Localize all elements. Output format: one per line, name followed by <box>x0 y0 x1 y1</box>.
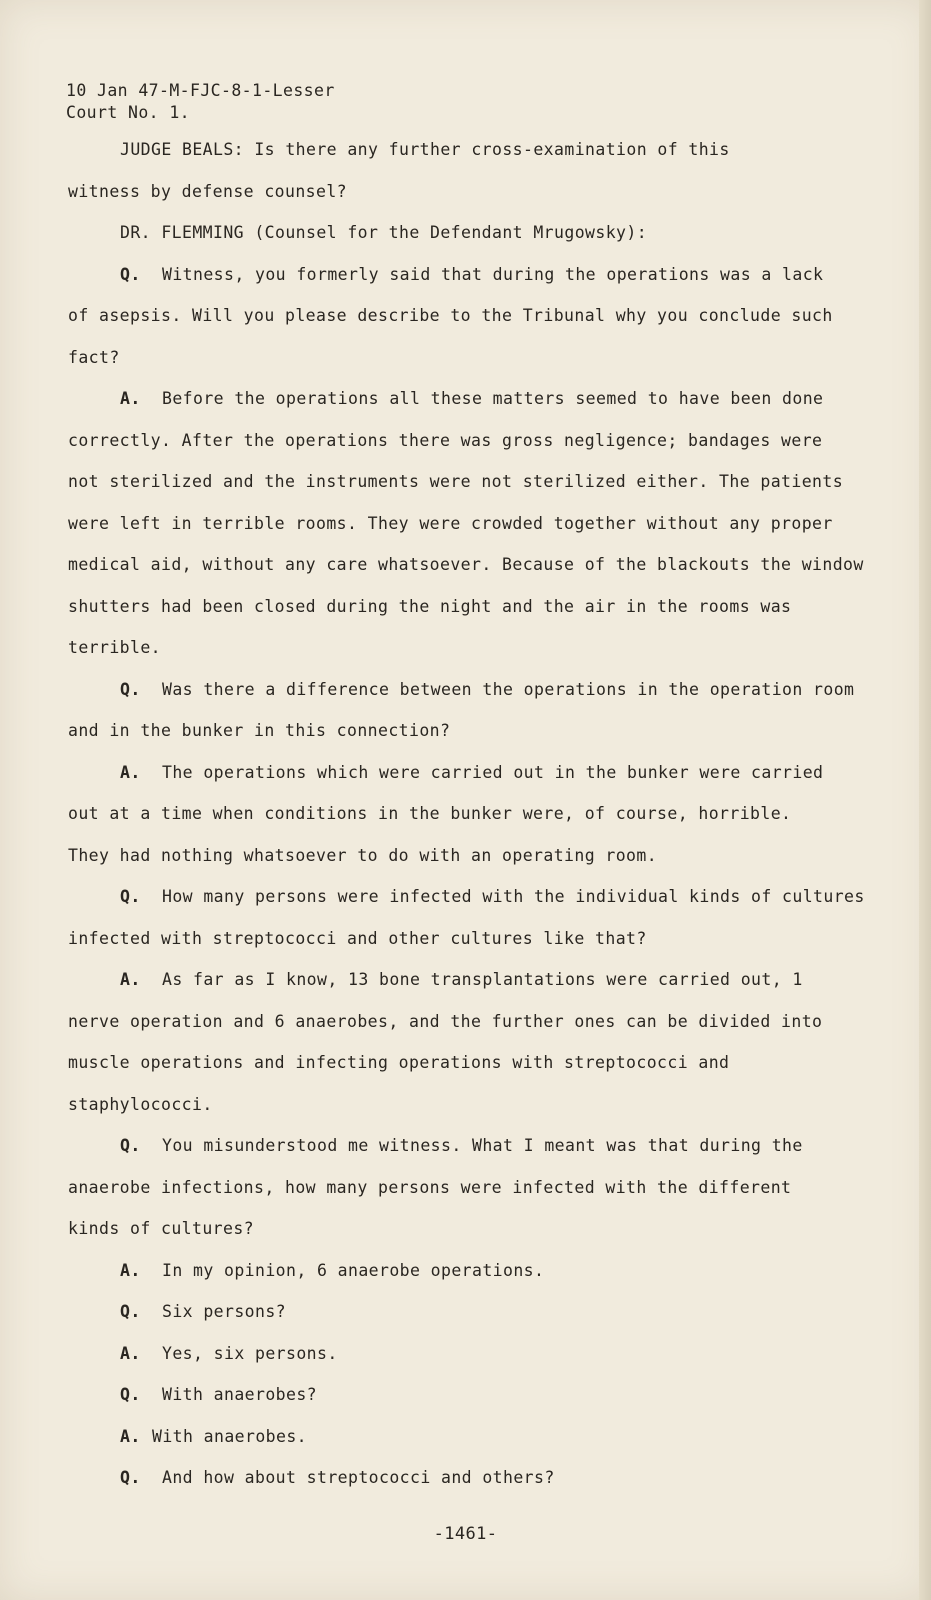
answer-text: medical aid, without any care whatsoever. Because of the blackouts the window <box>68 555 864 574</box>
question-line <box>68 1300 878 1342</box>
answer-text: As far as I know, 13 bone transplantations were carried out, 1 <box>162 970 803 989</box>
answer-line <box>68 968 878 1010</box>
question-marker: Q. <box>120 679 141 699</box>
answer-text: out at a time when conditions in the bunker were, of course, horrible. <box>68 804 792 823</box>
answer-text: correctly. After the operations there was gross negligence; bandages were <box>68 430 823 450</box>
answer-marker: A. <box>120 389 141 408</box>
question-line <box>68 678 878 720</box>
answer-marker: A. <box>120 970 141 989</box>
question-text: anaerobe infections, how many persons were infected with the different <box>68 1177 792 1197</box>
answer-text: Yes, six persons. <box>162 1343 338 1363</box>
answer-line <box>68 387 878 429</box>
question-text: Six persons? <box>162 1302 287 1321</box>
transcript-body <box>68 138 878 1508</box>
header-court: Court No. 1. <box>66 103 191 122</box>
answer-text: With anaerobes. <box>152 1426 308 1446</box>
question-line <box>68 1383 878 1425</box>
answer-marker: A. <box>120 1260 141 1280</box>
answer-line <box>68 1425 878 1467</box>
answer-text: The operations which were carried out in the bunker were carried <box>162 762 824 782</box>
question-text: How many persons were infected with the individual kinds of cultures <box>162 887 865 906</box>
answer-text: staphylococci. <box>68 1094 213 1114</box>
document-header <box>66 80 335 124</box>
question-line <box>68 1134 878 1176</box>
answer-text: In my opinion, 6 anaerobe operations. <box>162 1260 545 1280</box>
header-reference: 10 Jan 47-M-FJC-8-1-Lesser <box>66 81 335 100</box>
answer-text: shutters had been closed during the night and the air in the rooms was <box>68 596 792 616</box>
question-marker: Q. <box>120 264 141 284</box>
counsel-introduction: DR. FLEMMING (Counsel for the Defendant Mrugowsky): <box>120 223 648 242</box>
question-line <box>68 1466 878 1508</box>
answer-line <box>68 1259 878 1301</box>
question-marker: Q. <box>120 1136 141 1155</box>
answer-text: were left in terrible rooms. They were crowded together without any proper <box>68 513 833 533</box>
question-text: kinds of cultures? <box>68 1219 255 1238</box>
question-text: and in the bunker in this connection? <box>68 721 451 740</box>
answer-marker: A. <box>120 1426 141 1446</box>
answer-text: not sterilized and the instruments were not sterilized either. The patients <box>68 472 844 491</box>
answer-line <box>68 1342 878 1384</box>
answer-text: They had nothing whatsoever to do with an operating room. <box>68 845 658 865</box>
question-text: And how about streptococci and others? <box>162 1468 555 1487</box>
answer-text: muscle operations and infecting operations with streptococci and <box>68 1053 730 1072</box>
answer-text: terrible. <box>68 638 162 657</box>
question-text: Witness, you formerly said that during the operations was a lack <box>162 264 824 284</box>
question-marker: Q. <box>120 1468 141 1487</box>
page-edge <box>919 0 931 1600</box>
answer-marker: A. <box>120 762 141 782</box>
judge-statement-line: JUDGE BEALS: Is there any further cross-examination of this <box>120 140 730 159</box>
question-text: of asepsis. Will you please describe to the Tribunal why you conclude such <box>68 306 833 325</box>
question-text: You misunderstood me witness. What I meant was that during the <box>162 1136 803 1155</box>
question-line <box>68 263 878 305</box>
question-marker: Q. <box>120 1385 141 1404</box>
answer-text: Before the operations all these matters seemed to have been done <box>162 389 824 408</box>
question-text: Was there a difference between the operations in the operation room <box>162 679 855 699</box>
question-marker: Q. <box>120 887 141 906</box>
answer-line <box>68 761 878 803</box>
judge-statement-line: witness by defense counsel? <box>68 181 348 201</box>
question-marker: Q. <box>120 1302 141 1321</box>
question-text: With anaerobes? <box>162 1385 318 1404</box>
page-number: -1461- <box>433 1524 498 1544</box>
question-text: infected with streptococci and other cultures like that? <box>68 928 647 948</box>
answer-marker: A. <box>120 1343 141 1363</box>
question-text: fact? <box>68 347 120 367</box>
answer-text: nerve operation and 6 anaerobes, and the further ones can be divided into <box>68 1011 823 1031</box>
question-line <box>68 885 878 927</box>
